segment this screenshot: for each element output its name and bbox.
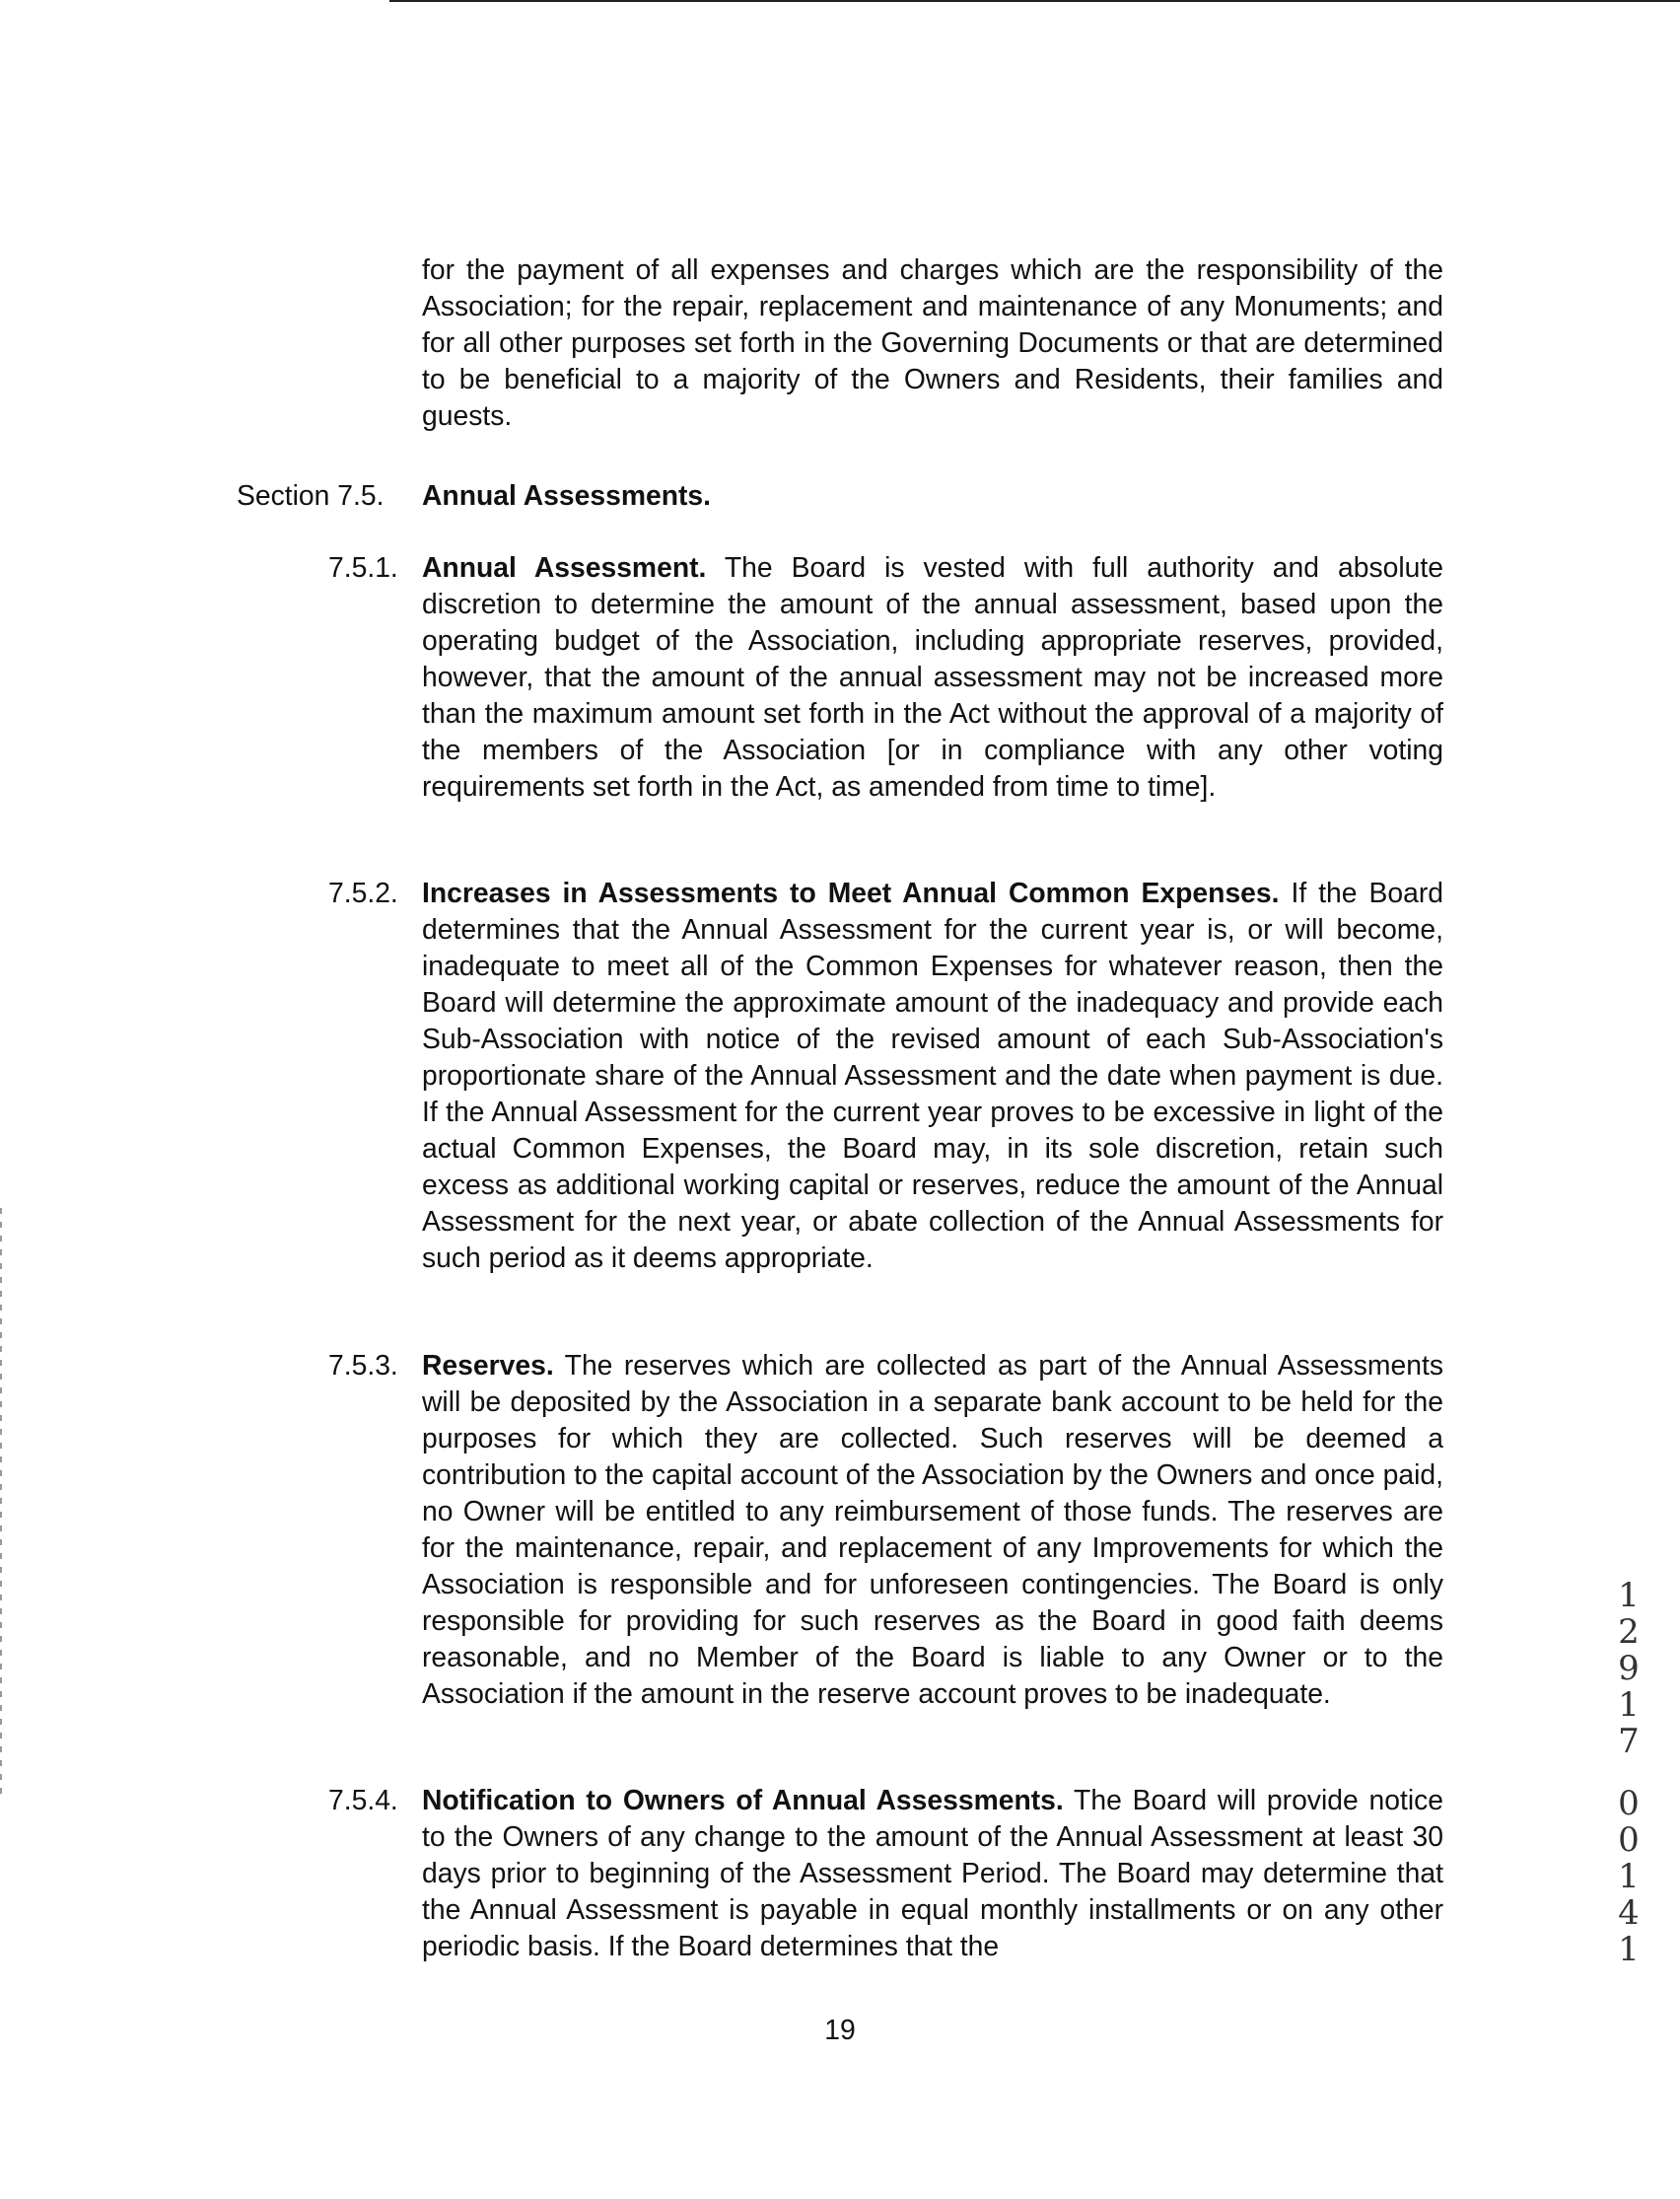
section-heading <box>237 477 711 514</box>
stamp-digit: 0 <box>1618 1784 1640 1823</box>
stamp-digit: 1 <box>1618 1930 1640 1969</box>
stamp-gap <box>1609 1760 1648 1786</box>
item-7-5-3 <box>422 1347 1443 1712</box>
item-7-5-2-body: If the Board determines that the Annual Assessment for the current year is, or will become, inadequate to meet all of the Common Expenses for whatever reason, then the Board will determine the approximate amount of the inadequacy and provide each Sub-Association with notice of the revised amount of each Sub-Association's proportionate share of the Annual Assessment and the date when payment is due. If the Annual Assessment for the current year proves to be excessive in light of the actual Common Expenses, the Board may, in its sole discretion, retain such excess as additional working capital or reserves, reduce the amount of the Annual Assessment for the next year, or abate collection of the Annual Assessments for such period as it deems appropriate. <box>422 877 1443 1273</box>
scan-top-edge-line <box>389 0 1680 2</box>
stamp-digit: 4 <box>1618 1893 1640 1933</box>
section-title: Annual Assessments. <box>422 479 712 511</box>
item-7-5-4-number: 7.5.4. <box>328 1784 398 1815</box>
scan-left-edge-mark <box>0 1208 2 1800</box>
section-number: Section 7.5. <box>237 479 385 511</box>
stamp-digit: 0 <box>1618 1820 1640 1860</box>
item-7-5-4-body: The Board will provide notice to the Owners of any change to the amount of the Annual Assessment at least 30 days prior to beginning of the Assessment Period. The Board may determine that the Annual Assessment is payable in equal monthly installments or on any other periodic basis. If the Board determines that the <box>422 1784 1443 1961</box>
stamp-digit: 7 <box>1618 1722 1640 1761</box>
stamp-digit: 9 <box>1618 1649 1640 1688</box>
item-7-5-1 <box>422 549 1443 805</box>
item-7-5-2-heading: Increases in Assessments to Meet Annual Common Expenses. <box>422 877 1280 908</box>
stamp-digit: 1 <box>1618 1576 1640 1615</box>
intro-paragraph-block <box>422 251 1443 434</box>
stamp-digit: 1 <box>1618 1857 1640 1896</box>
item-7-5-4-heading: Notification to Owners of Annual Assessments. <box>422 1784 1064 1815</box>
intro-paragraph: for the payment of all expenses and charges which are the responsibility of the Association; for the repair, replacement and maintenance of any Monuments; and for all other purposes set forth in the Governing Documents or that are determined to be beneficial to a majority of the Owners and Residents, their families and guests. <box>422 253 1443 431</box>
item-7-5-3-number: 7.5.3. <box>328 1349 398 1381</box>
item-7-5-4 <box>422 1782 1443 1964</box>
page-number: 19 <box>824 2014 856 2045</box>
item-7-5-2-number: 7.5.2. <box>328 877 398 908</box>
recording-stamp <box>1609 1578 1648 1968</box>
item-7-5-3-heading: Reserves. <box>422 1349 554 1381</box>
item-7-5-1-heading: Annual Assessment. <box>422 551 707 583</box>
stamp-digit: 1 <box>1618 1685 1640 1725</box>
stamp-digit: 2 <box>1618 1612 1640 1652</box>
item-7-5-1-body: The Board is vested with full authority and absolute discretion to determine the amount of the annual assessment, based upon the operating budget of the Association, including appropriate reserves, provided, however, that the amount of the annual assessment may not be increased more than the maximum amount set forth in the Act without the approval of a majority of the members of the Association [or in compliance with any other voting requirements set forth in the Act, as amended from time to time]. <box>422 551 1443 802</box>
item-7-5-1-number: 7.5.1. <box>328 551 398 583</box>
item-7-5-2 <box>422 875 1443 1276</box>
item-7-5-3-body: The reserves which are collected as part of the Annual Assessments will be deposited by the Association in a separate bank account to be held for the purposes for which they are collected. Such reserves will be deemed a contribution to the capital account of the Association by the Owners and once paid, no Owner will be entitled to any reimbursement of those funds. The reserves are for the maintenance, repair, and replacement of any Improvements for which the Association is responsible and for unforeseen contingencies. The Board is only responsible for providing for such reserves as the Board in good faith deems reasonable, and no Member of the Board is liable to any Owner or to the Association if the amount in the reserve account proves to be inadequate. <box>422 1349 1443 1709</box>
